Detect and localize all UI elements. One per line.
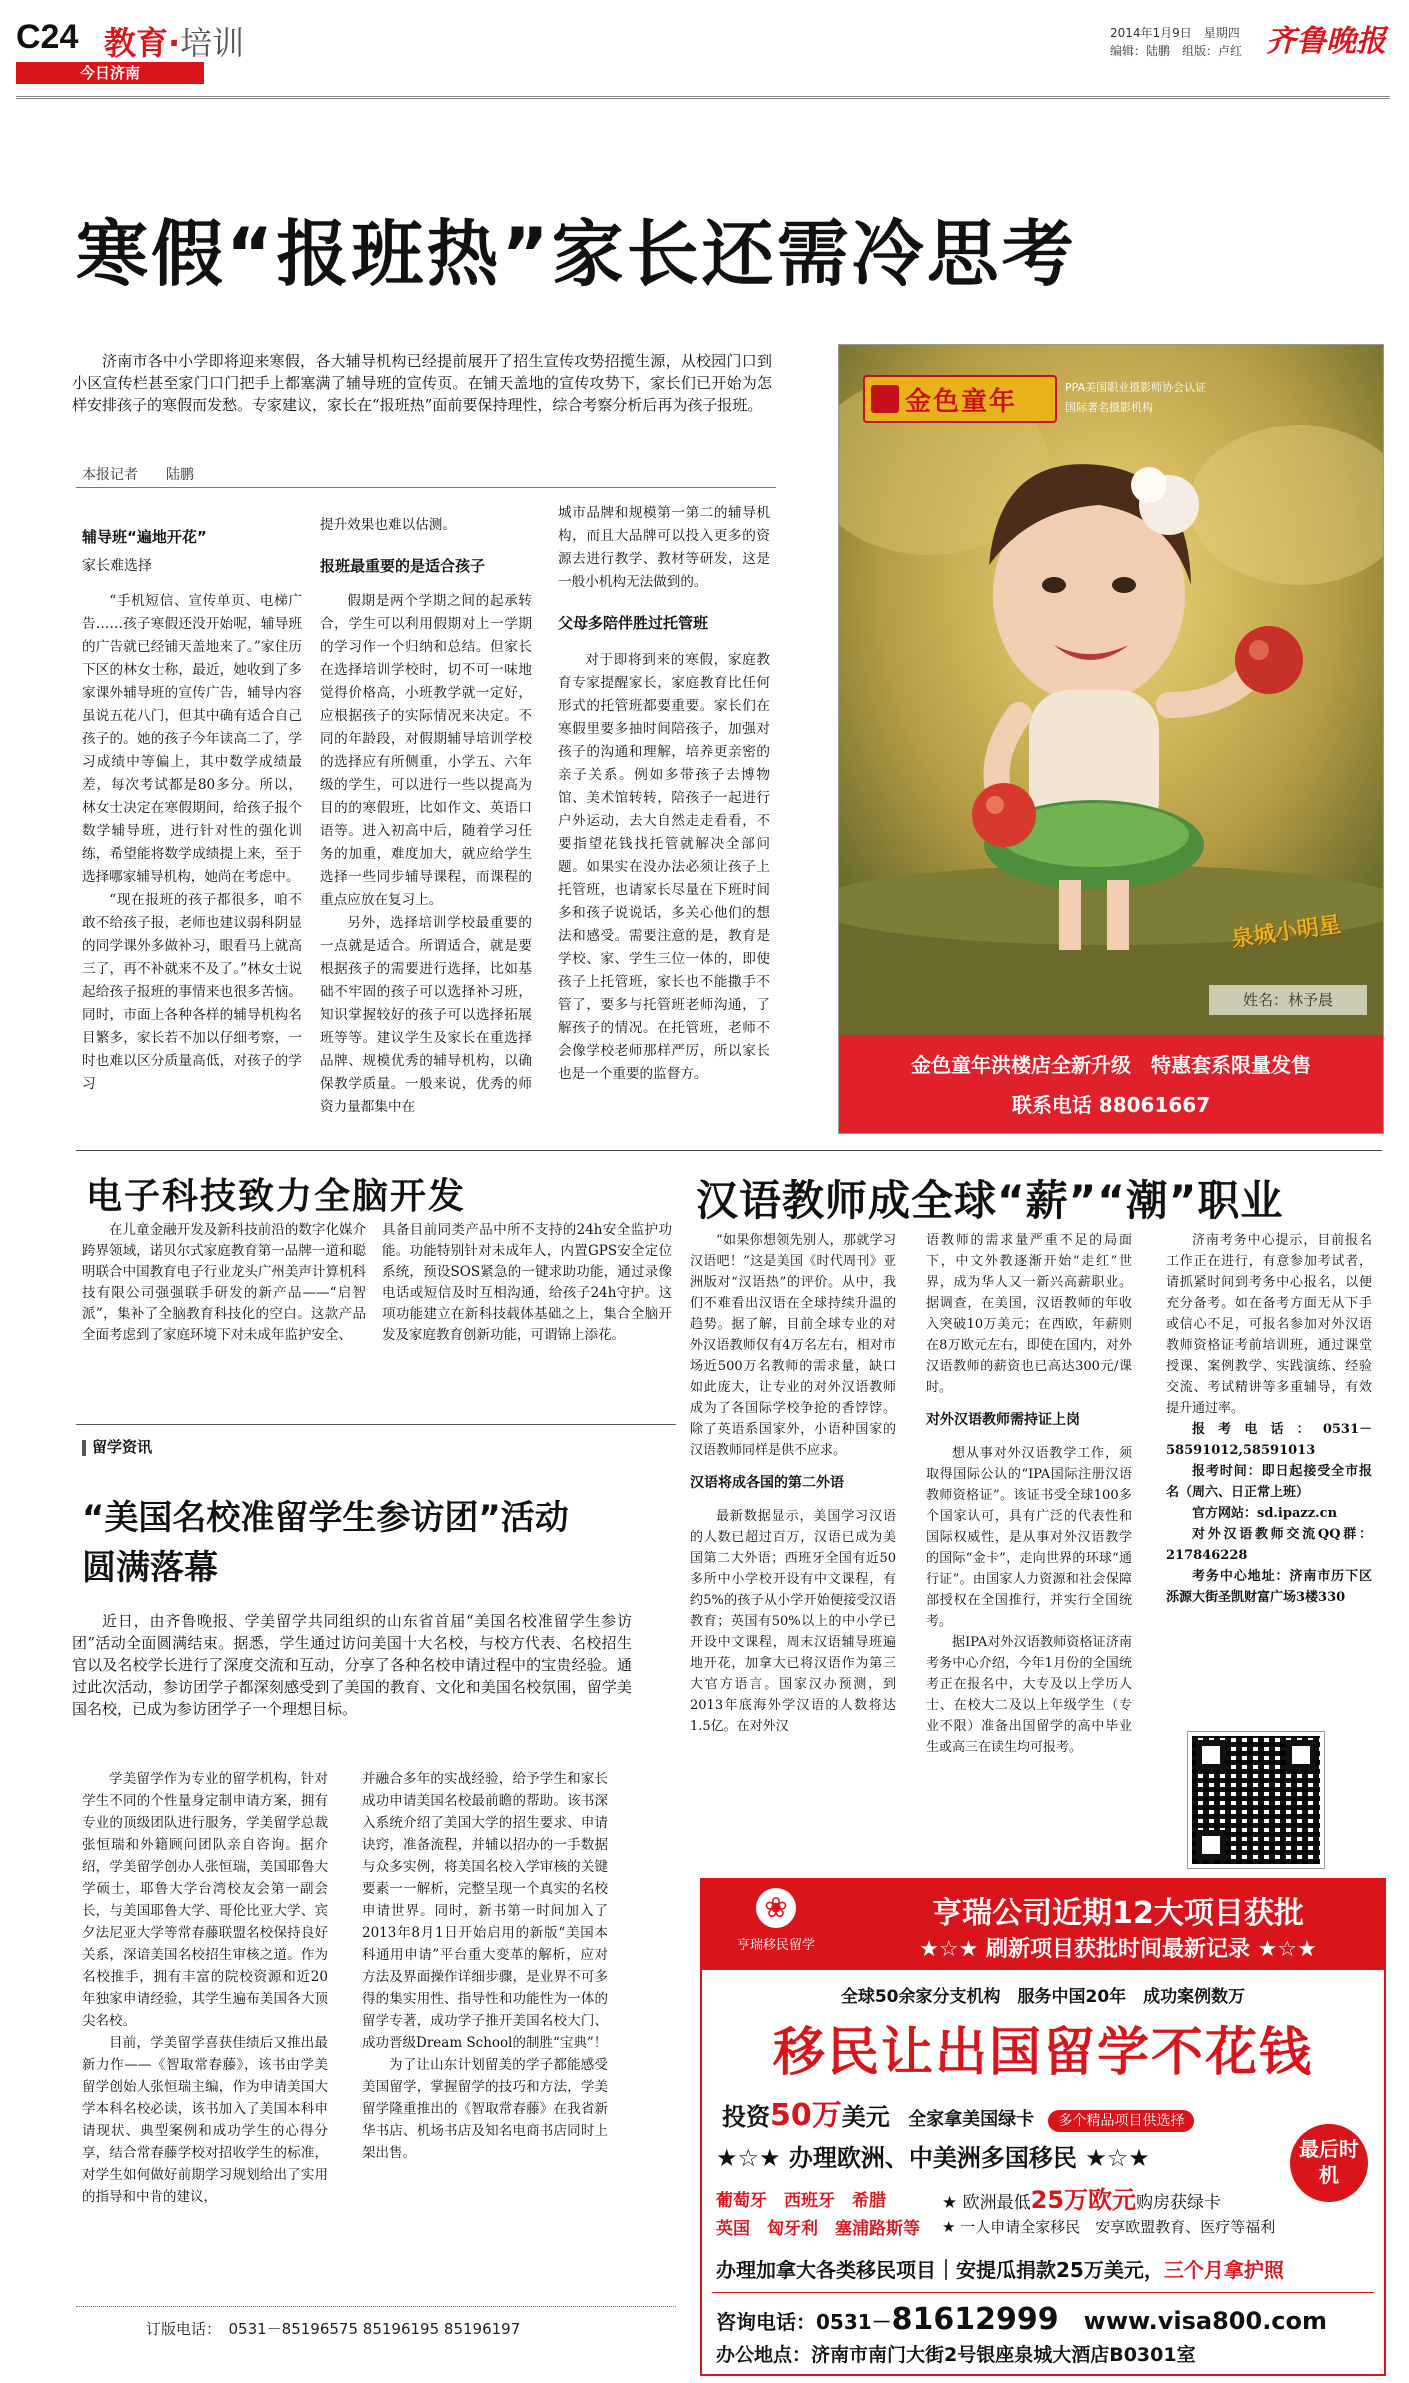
main-lead: 济南市各中小学即将迎来寒假，各大辅导机构已经提前展开了招生宣传攻势招揽生源，从校园门口到小区宣传栏甚至家门口门把手上都塞满了辅导班的宣传页。在铺天盖地的宣传攻势下，家长们已开始为怎样安排孩子的寒假而发愁。专家建议，家长在“报班热”面前要保持理性，综合考察分析后再为孩子报班。 <box>72 352 772 414</box>
study-col2 <box>362 1768 608 2164</box>
ad-divider <box>712 2292 1374 2293</box>
section-marker-icon <box>82 1440 86 1456</box>
brand-name: 金色童年 <box>905 386 1018 417</box>
europe-text: 办理欧洲、中美洲多国移民 <box>788 2144 1077 2172</box>
teacher-col3 <box>1166 1230 1372 1608</box>
maple-leaf-icon: ❀ <box>756 1888 796 1928</box>
tech-headline: 电子科技致力全脑开发 <box>86 1176 467 1217</box>
paper-tag: 今日济南 <box>16 62 204 84</box>
teacher-col1 <box>690 1230 896 1737</box>
passport-text: 三个月拿护照 <box>1163 2258 1284 2282</box>
one-person-text: 一人申请全家移民 安享欧盟教育、医疗等福利 <box>960 2218 1276 2236</box>
subscribe-phone: 订版电话： 0531－85196575 85196195 85196197 <box>146 2320 521 2338</box>
section-rule <box>76 1150 1382 1151</box>
phone-prefix: 0531－ <box>816 2310 892 2334</box>
subhead: 父母多陪伴胜过托管班 <box>558 614 709 632</box>
paragraph: 目前，学美留学喜获佳绩后又推出最新力作——《智取常春藤》，该书由学美留学创始人张恒瑞主编，作为申请美国大学本科名校必读，该书加入了美国本科申请现状、典型案例和成功学生的心得分享，结合常春藤学校对招收学生的标准，对学生如何做好前期学习规划给出了实用的指导和中肯的建议， <box>82 2035 328 2205</box>
qr-corner-icon <box>1196 1830 1226 1860</box>
contact-phone: 报考电话：0531－58591012,58591013 <box>1166 1422 1372 1458</box>
study-col1 <box>82 1768 328 2208</box>
ad-headline: 亨瑞公司近期12大项目获批 <box>932 1896 1304 1931</box>
paragraph: 想从事对外汉语教学工作，须取得国际公认的“IPA国际注册汉语教师资格证”。该证书受全球100多个国家认可，具有广泛的代表性和国际权威性，是从事对外汉语教学的国际“金卡”，走向世界的环球“通行证”。由国家人力资源和社会保障部授权在全国推行，并实行全国统考。 <box>926 1446 1132 1629</box>
masthead <box>0 0 1409 90</box>
cert-line-1: PPA美国职业摄影师协会认证 <box>1065 381 1207 394</box>
ad-slogan: 移民让出国留学不花钱 <box>772 2023 1313 2083</box>
country-list-1: 葡萄牙 西班牙 希腊 <box>716 2191 886 2211</box>
contact-web: 官方网站：sd.ipazz.cn <box>1192 1506 1338 1521</box>
paragraph: 提升效果也难以估测。 <box>320 517 456 533</box>
europe-min: ★ 欧洲最低25万欧元购房获绿卡 <box>942 2186 1222 2214</box>
main-headline: 寒假“报班热”家长还需冷思考 <box>76 212 1077 296</box>
invest-prefix: 投资 <box>722 2103 770 2131</box>
main-col1 <box>82 520 302 1096</box>
brand-emblem-icon <box>871 385 899 413</box>
company-logo <box>710 1888 842 1953</box>
paragraph: 假期是两个学期之间的起承转合，学生可以利用假期对上一学期的学习作一个归纳和总结。但家长在选择培训学校时，切不可一味地觉得价格高，小班教学就一定好，应根据孩子的实际情况来决定。不同的年龄段，对假期辅导培训学校的选择应有所侧重，小学五、六年级的学生，可以进行一些以提高为目的的寒假班，比如作文、英语口语等。进入初高中后，随着学习任务的加重，难度加大，就应给学生选择一些同步辅导课程，而课程的重点应放在复习上。 <box>320 593 532 908</box>
name-label: 姓名：林予晨 <box>1209 985 1367 1015</box>
promo-band <box>839 1035 1383 1133</box>
star-stamp: 泉城小明星 <box>1230 912 1343 953</box>
contact-address: 考务中心地址：济南市历下区泺源大街圣凯财富广场3楼330 <box>1166 1569 1372 1605</box>
qr-corner-icon <box>1196 1740 1226 1770</box>
invest-amount: 50万 <box>770 2098 842 2133</box>
ad-header <box>702 1880 1384 1970</box>
ad-subheadline: ★☆★ 刷新项目获批时间最新记录 ★☆★ <box>919 1937 1317 1962</box>
paragraph: “手机短信、宣传单页、电梯广告……孩子寒假还没开始呢，辅导班的广告就已经铺天盖地来了。”家住历下区的林女士称，最近，她收到了多家课外辅导班的宣传广告，辅导内容虽说五花八门，但其中确有适合自己孩子的。她的孩子今年读高二了，学习成绩中等偏上，其中数学成绩最差，每次考试都是80多分。所以，林女士决定在寒假期间，给孩子报个数学辅导班，进行针对性的强化训练，希望能将数学成绩提上来，至于选择哪家辅导机构，她尚在考虑中。 <box>82 593 302 885</box>
qr-corner-icon <box>1286 1740 1316 1770</box>
promo-text: 金色童年洪楼店全新升级 特惠套系限量发售 <box>911 1053 1311 1077</box>
photo-ad <box>838 344 1384 1134</box>
contact-qq: 对外汉语教师交流QQ群：217846228 <box>1166 1527 1372 1563</box>
canada-text: 办理加拿大各类移民项目 <box>716 2258 936 2282</box>
byline-rule <box>76 487 776 488</box>
editor-line: 编辑：陆鹏 组版：卢红 <box>1110 44 1243 58</box>
tech-col2: 具备目前同类产品中所不支持的24h安全监护功能。功能特别针对未成年人，内置GPS安全定位系统，预设SOS紧急的一键求助功能，通过录像电话或短信及时互相沟通，给孩子24h守护。这项功能建立在新科技载体基础之上，集合全脑开发及家庭教育创新功能，可谓锦上添花。 <box>382 1222 672 1343</box>
invest-suffix: 美元 <box>841 2103 890 2131</box>
ad-stats: 全球50余家分支机构 服务中国20年 成功案例数万 <box>840 1987 1246 2007</box>
study-headline-2: 圆满落幕 <box>82 1548 218 1588</box>
ad-phone-line <box>716 2302 1327 2337</box>
main-col3 <box>558 502 770 1086</box>
teacher-col2 <box>926 1230 1132 1758</box>
paragraph: “如果你想领先别人，那就学习汉语吧！”这是美国《时代周刊》亚洲版对“汉语热”的评价。从中，我们不难看出汉语在全球持续升温的趋势。据了解，目前全球专业的对外汉语教师仅有4万名左右，相对市场近500万名教师的需求量，缺口如此庞大，让专业的对外汉语教师成为了各国际学校争抢的香饽饽。除了英语系国家外，小语种国家的汉语教师同样是供不应求。 <box>690 1233 896 1458</box>
paragraph: 学美留学作为专业的留学机构，针对学生不同的个性量身定制申请方案，拥有专业的顶级团队进行服务，学美留学总裁张恒瑞和外籍顾问团队亲自咨询。据介绍，学美留学创办人张恒瑞，美国耶鲁大学硕士，耶鲁大学台湾校友会第一副会长，与美国耶鲁大学、哥伦比亚大学、宾夕法尼亚大学等常春藤联盟名校保持良好关系，深谙美国名校招生审核之道。作为名校推手，拥有丰富的院校资源和近20年独家申请经验，其学生遍布美国各大顶尖名校。 <box>82 1771 328 2029</box>
project-badge[interactable]: 多个精品项目供选择 <box>1048 2110 1194 2132</box>
europe-min-prefix: 欧洲最低 <box>962 2193 1031 2213</box>
section-main: 教育 <box>104 24 169 62</box>
subhead: 对外汉语教师需持证上岗 <box>926 1412 1080 1428</box>
brand-logo <box>863 375 1057 423</box>
masthead-rule <box>16 96 1390 99</box>
byline: 本报记者 陆鹏 <box>82 467 194 483</box>
section-sep: · <box>168 24 181 62</box>
paragraph: 城市品牌和规模第一第二的辅导机构，而且大品牌可以投入更多的资源去进行教学、教材等研发，这是一般小机构无法做到的。 <box>558 505 770 590</box>
subhead: 报班最重要的是适合孩子 <box>320 557 486 575</box>
promo-phone: 联系电话 88061667 <box>1011 1093 1211 1117</box>
company-name: 亨瑞移民留学 <box>736 1938 815 1953</box>
phone-number[interactable]: 81612999 <box>891 2302 1059 2337</box>
donation-text: 安提瓜捐款25万美元， <box>956 2258 1164 2282</box>
contact-time: 报考时间：即日起接受全市报名（周六、日正常上班） <box>1166 1464 1372 1500</box>
study-rule <box>76 1424 676 1425</box>
paragraph: 为了让山东计划留美的学子都能感受美国留学，掌握留学的技巧和方法，学美留学隆重推出的《智取常春藤》在我省新华书店、机场书店及知名电商书店同时上架出售。 <box>362 2057 608 2161</box>
hengrui-ad <box>700 1878 1386 2376</box>
paper-logo: 齐鲁晚报 <box>1266 24 1386 59</box>
canada-line: 办理加拿大各类移民项目｜安提瓜捐款25万美元，三个月拿护照 <box>716 2258 1284 2282</box>
cert-line-2: 国际著名摄影机构 <box>1065 401 1153 414</box>
green-card-text: 全家拿美国绿卡 <box>908 2109 1035 2130</box>
date-line: 2014年1月9日 星期四 <box>1110 26 1240 40</box>
ad-subheadline-text: 刷新项目获批时间最新记录 <box>985 1937 1250 1962</box>
europe-min-suffix: 购房获绿卡 <box>1136 2193 1222 2213</box>
paragraph: 并融合多年的实战经验，给予学生和家长成功申请美国名校最前瞻的帮助。该书深入系统介绍了美国大学的招生要求、申请诀窍，准备流程，并辅以招办的一手数据与众多实例，将美国名校入学审核的关键要素一一解析，完整呈现一个真实的名校申请世界。同时，新书第一时间加入了2013年8月1日开始启用的新版“美国本科通用申请”平台重大变革的解析，应对方法及界面操作详细步骤，是业界不可多得的集实用性、指导性和功能性为一体的留学专著，成功学子推开美国名校大门、成功晋级Dream School的制胜“宝典”！ <box>362 1771 608 2051</box>
teacher-headline: 汉语教师成全球“薪”“潮”职业 <box>696 1176 1284 1225</box>
study-lead: 近日，由齐鲁晚报、学美留学共同组织的山东省首届“美国名校准留学生参访团”活动全面圆满结束。据悉，学生通过访问美国十大名校，与校方代表、名校招生官以及名校学长进行了深度交流和互动，分享了各种名校申请过程中的宝贵经验。通过此次活动，参访团学子都深刻感受到了美国的教育、文化和美国名校氛围，留学美国名校，已成为参访团学子一个理想目标。 <box>72 1612 632 1718</box>
qr-code[interactable] <box>1188 1732 1324 1868</box>
paragraph: “现在报班的孩子都很多，咱不敢不给孩子报，老师也建议弱科阴显的同学课外多做补习，眼看马上就高三了，再不补就来不及了。”林女士说起给孩子报班的事情来也很多苦恼。同时，市面上各种各样的辅导机构名目繁多，家长若不加以仔细考察，一时也难以区分质量高低，对孩子的学习 <box>82 892 302 1092</box>
paragraph: 济南考务中心提示，目前报名工作正在进行，有意参加考试者，请抓紧时间到考务中心报名，以便充分备考。如在备考方面无从下手或信心不足，可报名参加对外汉语教师资格证考前培训班，通过课堂授课、案例教学、实践演练、经验交流、考试精讲等多重辅导，有效提升通过率。 <box>1166 1233 1372 1416</box>
paragraph: 据IPA对外汉语教师资格证济南考务中心介绍，今年1月份的全国统考正在报名中，大专及以上学历人士、在校大二及以上年级学生（专业不限）准备出国留学的高中毕业生或高三在读生均可报考。 <box>926 1635 1132 1755</box>
website-link[interactable]: www.visa800.com <box>1083 2307 1328 2335</box>
subhead: 辅导班“遍地开花” <box>82 528 207 546</box>
last-chance-badge: 最后时机 <box>1290 2124 1368 2202</box>
ad-address: 办公地点：济南市南门大街2号银座泉城大酒店B0301室 <box>716 2344 1196 2366</box>
europe-min-amount: 25万欧元 <box>1030 2186 1137 2214</box>
subhead: 家长难选择 <box>82 558 152 574</box>
page-code: C24 <box>16 18 79 56</box>
study-headline-1: “美国名校准留学生参访团”活动 <box>82 1498 569 1538</box>
phone-label: 咨询电话： <box>716 2310 816 2334</box>
ad-invest <box>722 2090 1194 2134</box>
section-label-text: 留学资讯 <box>92 1438 153 1456</box>
section-label <box>82 1436 152 1457</box>
tech-col1: 在儿童金融开发及新科技前沿的数字化媒介跨界领域，诺贝尔式家庭教育第一品牌一道和聪明联合中国教育电子行业龙头广州美声计算机科技有限公司强强联手研发的新产品——“启智派”，集补了全脑教育科技化的空白。这款产品全面考虑到了家庭环境下对未成年监护安全、 <box>82 1222 366 1343</box>
europe-line: ★☆★ 办理欧洲、中美洲多国移民 ★☆★ <box>716 2144 1150 2172</box>
main-col2 <box>320 514 532 1119</box>
paragraph: 语教师的需求量严重不足的局面下，中文外教逐渐开始“走红”世界，成为华人又一新兴高薪职业。据调查，在美国，汉语教师的年收入突破10万美元；在西欧，年薪则在8万欧元左右，即使在国内，对外汉语教师的薪资也已高达300元/课时。 <box>926 1233 1132 1395</box>
paragraph: 另外，选择培训学校最重要的一点就是适合。所谓适合，就是要根据孩子的需要进行选择，比如基础不牢固的孩子可以选择补习班，知识掌握较好的孩子可以选择拓展班等等。建议学生及家长在重选择品牌、规模优秀的辅导机构，以确保教学质量。一般来说，优秀的师资力量都集中在 <box>320 915 532 1115</box>
subscribe-rule <box>76 2306 676 2307</box>
section-sub: 培训 <box>180 24 245 62</box>
one-person: ★ 一人申请全家移民 安享欧盟教育、医疗等福利 <box>942 2218 1276 2236</box>
subhead: 汉语将成各国的第二外语 <box>690 1475 844 1491</box>
paragraph: 对于即将到来的寒假，家庭教育专家提醒家长，家庭教育比任何形式的托管班都要重要。家长们在寒假里要多抽时间陪孩子，加强对孩子的沟通和理解，培养更亲密的亲子关系。例如多带孩子去博物馆、美术馆转转，陪孩子一起进行户外运动，去大自然走走看看，不要指望花钱找托管就解决全部问题。如果实在没办法必须让孩子上托管班，也请家长尽量在下班时间多和孩子说说话，多关心他们的想法和感受。需要注意的是，教育是学校、家、学生三位一体的，即使孩子上托管班，家长也不能撒手不管了，要多与托管班老师沟通，了解孩子的情况。在托管班，老师不会像学校老师那样严厉，所以家长也是一个重要的监督方。 <box>558 652 770 1082</box>
paragraph: 最新数据显示，美国学习汉语的人数已超过百万，汉语已成为美国第二大外语；西班牙全国有近50多所中小学校开设有中文课程，有约5%的孩子从小学开始便接受汉语教育；英国有50%以上的中小学已开设中文课程，周末汉语辅导班遍地开花，加拿大已将汉语作为第三大官方语言。国家汉办预测，到2013年底海外学汉语的人数将达1.5亿。在对外汉 <box>690 1509 896 1734</box>
section-title <box>104 18 244 64</box>
country-list-2: 英国 匈牙利 塞浦路斯等 <box>716 2219 920 2239</box>
